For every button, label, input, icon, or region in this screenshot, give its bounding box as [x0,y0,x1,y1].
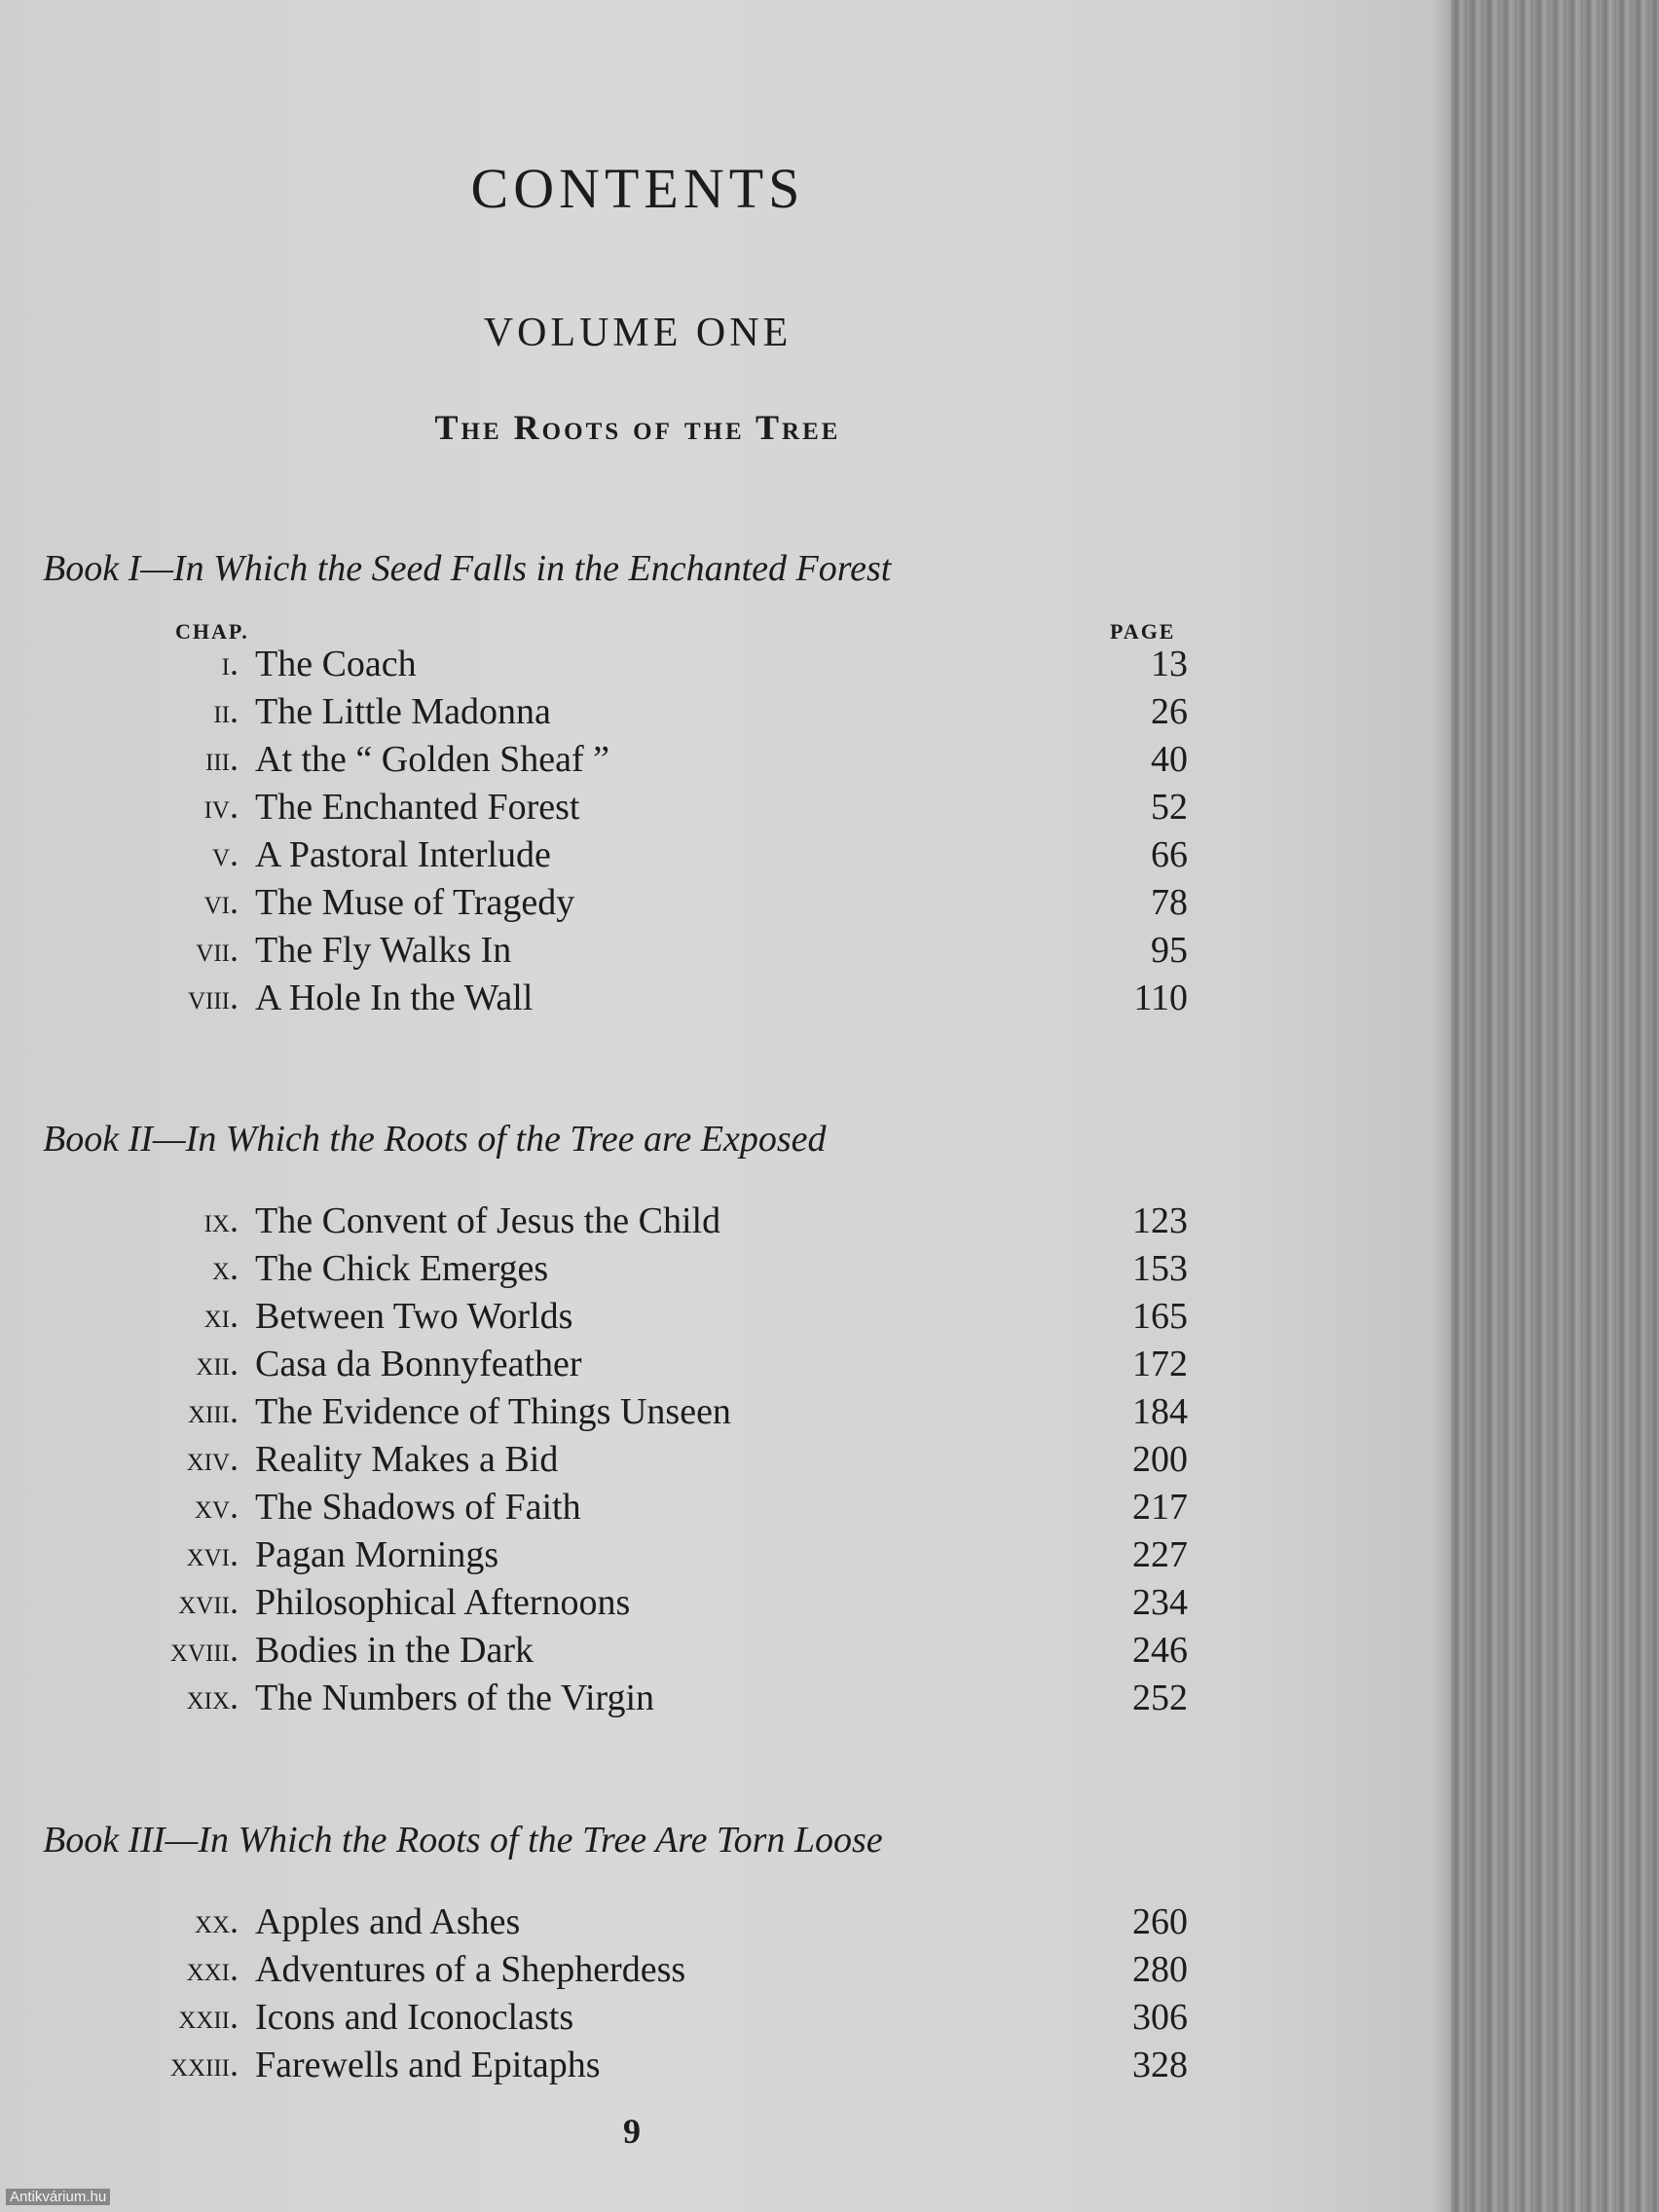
chapter-number: vii. [196,930,239,969]
page-number: 13 [1151,644,1188,684]
chapter-title: The Little Madonna [255,691,551,732]
page-number: 153 [1132,1248,1188,1289]
page-number: 234 [1132,1582,1188,1623]
chapter-number: viii. [187,977,239,1016]
chapter-title: A Pastoral Interlude [255,834,551,875]
page-number: 227 [1132,1534,1188,1575]
page-number: 52 [1151,787,1188,828]
chapter-title: The Evidence of Things Unseen [255,1391,731,1432]
chapter-title: The Coach [255,644,417,684]
toc-row[interactable] [0,1629,1266,1676]
chapter-title: Pagan Mornings [255,1534,499,1575]
chapter-number: xxii. [178,1997,239,2036]
chapter-title: The Enchanted Forest [255,787,580,828]
chapter-number: vi. [203,882,239,921]
toc-row[interactable] [0,1295,1266,1342]
chapter-title: The Fly Walks In [255,930,512,971]
chapter-number: xxiii. [169,2045,239,2083]
chapter-number: x. [211,1248,239,1287]
book-heading: Book I—In Which the Seed Falls in the Enchanted Forest [43,548,892,589]
page-number: 40 [1151,739,1188,780]
page-number: 123 [1132,1200,1188,1241]
chapter-number: xvii. [178,1582,239,1621]
volume-title: VOLUME ONE [483,311,793,355]
chapter-number: xxi. [186,1949,239,1988]
toc-row[interactable] [0,1996,1266,2043]
page-number: 26 [1151,691,1188,732]
chapter-number: xi. [203,1296,239,1335]
chapter-number: ii. [213,691,239,730]
toc-row[interactable] [0,2044,1266,2090]
page-number: 328 [1132,2045,1188,2085]
book-heading: Book II—In Which the Roots of the Tree are Exposed [43,1119,827,1160]
toc-row[interactable] [0,786,1266,832]
chapter-title: The Shadows of Faith [255,1487,581,1528]
chapter-title: The Convent of Jesus the Child [255,1200,721,1241]
part-title: The Roots of the Tree [434,408,841,447]
chapter-number: xv. [194,1487,239,1526]
chapter-title: A Hole In the Wall [255,977,534,1018]
page-number: 165 [1132,1296,1188,1337]
book-heading: Book III—In Which the Roots of the Tree Are Torn Loose [43,1820,883,1861]
page-number: 95 [1151,930,1188,971]
page-number: 78 [1151,882,1188,923]
chapter-number: xx. [194,1901,239,1940]
page-number: 246 [1132,1630,1188,1671]
page-folio: 9 [623,2112,641,2151]
page-number: 260 [1132,1901,1188,1942]
chapter-title: Adventures of a Shepherdess [255,1949,686,1990]
chapter-number: ix. [203,1200,239,1239]
chapter-column-header: CHAP. [175,619,249,644]
page-number: 252 [1132,1677,1188,1718]
toc-row[interactable] [0,929,1266,976]
toc-row[interactable] [0,1486,1266,1532]
chapter-title: Farewells and Epitaphs [255,2045,601,2085]
page-column-header: PAGE [1110,619,1176,644]
page-number: 217 [1132,1487,1188,1528]
chapter-title: The Numbers of the Virgin [255,1677,655,1718]
toc-row[interactable] [0,1533,1266,1580]
page-number: 110 [1133,977,1188,1018]
watermark: Antikvárium.hu [6,2189,110,2205]
chapter-number: i. [221,644,239,682]
chapter-title: At the “ Golden Sheaf ” [255,739,610,780]
toc-row[interactable] [0,643,1266,689]
page-number: 306 [1132,1997,1188,2038]
chapter-title: Icons and Iconoclasts [255,1997,574,2038]
chapter-title: Casa da Bonnyfeather [255,1344,582,1384]
chapter-number: xii. [196,1344,239,1382]
page-number: 184 [1132,1391,1188,1432]
toc-row[interactable] [0,1247,1266,1294]
toc-row[interactable] [0,1199,1266,1246]
toc-row[interactable] [0,881,1266,928]
page-edges [1451,0,1659,2212]
toc-row[interactable] [0,1677,1266,1723]
chapter-number: xvi. [186,1534,239,1573]
page-number: 66 [1151,834,1188,875]
chapter-number: xiii. [187,1391,239,1430]
toc-row[interactable] [0,1343,1266,1389]
page-number: 200 [1132,1439,1188,1480]
chapter-number: v. [211,834,239,873]
toc-row[interactable] [0,1948,1266,1995]
toc-row[interactable] [0,977,1266,1023]
toc-row[interactable] [0,1581,1266,1628]
chapter-number: xiv. [186,1439,239,1478]
toc-row[interactable] [0,1390,1266,1437]
chapter-number: xviii. [169,1630,239,1669]
chapter-title: The Muse of Tragedy [255,882,575,923]
chapter-title: Between Two Worlds [255,1296,573,1337]
chapter-title: Philosophical Afternoons [255,1582,631,1623]
chapter-title: Apples and Ashes [255,1901,521,1942]
chapter-title: Reality Makes a Bid [255,1439,559,1480]
page-number: 172 [1132,1344,1188,1384]
page-number: 280 [1132,1949,1188,1990]
chapter-number: xix. [186,1677,239,1716]
toc-row[interactable] [0,1900,1266,1947]
toc-row[interactable] [0,690,1266,737]
contents-title: CONTENTS [470,157,805,220]
chapter-title: The Chick Emerges [255,1248,549,1289]
toc-row[interactable] [0,833,1266,880]
toc-row[interactable] [0,738,1266,785]
toc-row[interactable] [0,1438,1266,1485]
chapter-number: iv. [203,787,239,826]
chapter-title: Bodies in the Dark [255,1630,535,1671]
chapter-number: iii. [205,739,239,778]
